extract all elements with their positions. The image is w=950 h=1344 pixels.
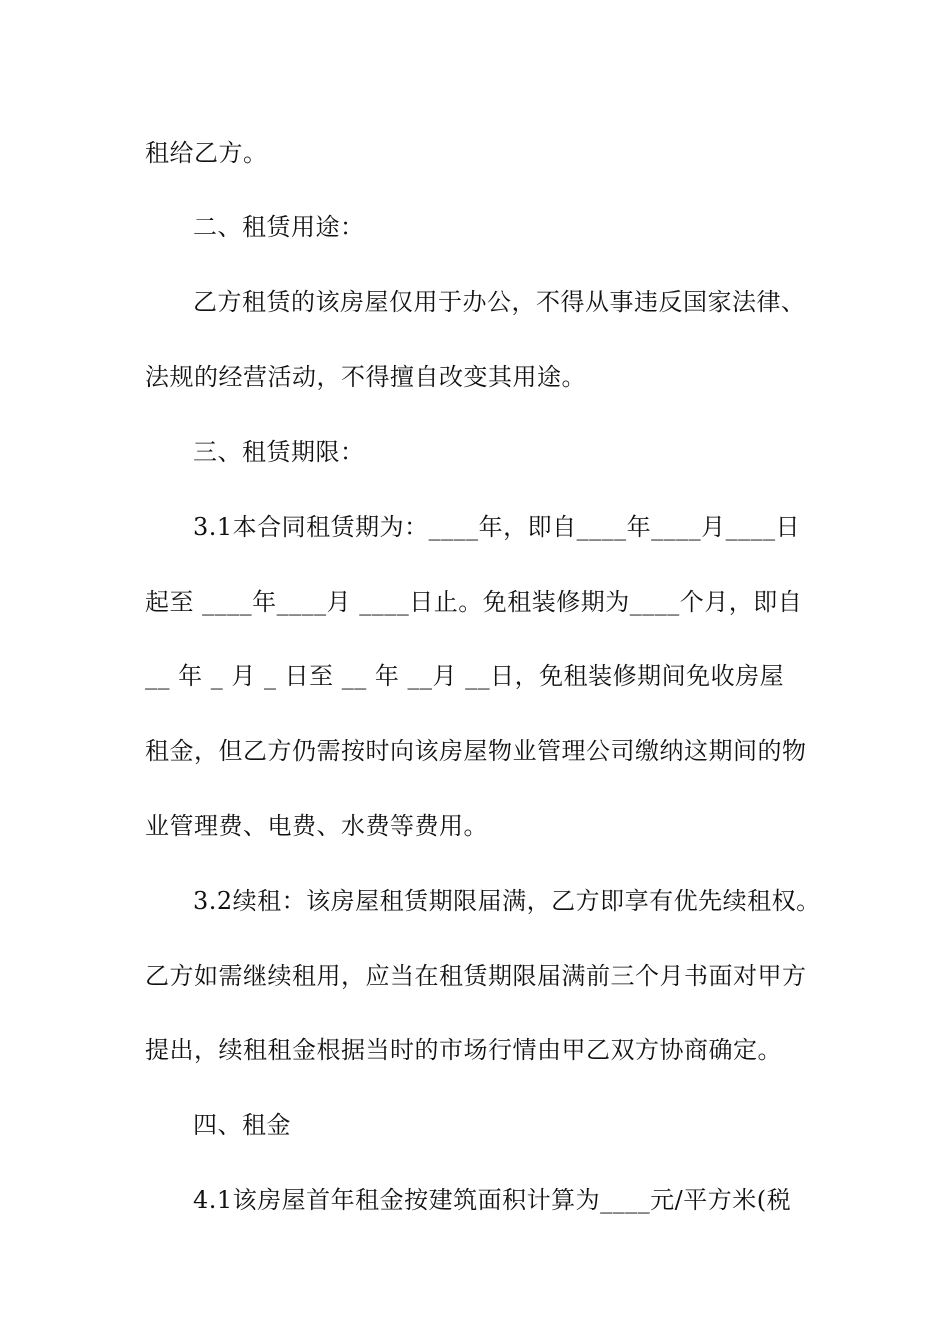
clause-4-1-line: 4.1该房屋首年租金按建筑面积计算为____元/平方米(税: [193, 1186, 792, 1214]
clause-3-1-line: 业管理费、电费、水费等费用。: [145, 812, 488, 840]
clause-3-1-line: 租金，但乙方仍需按时向该房屋物业管理公司缴纳这期间的物: [145, 737, 807, 765]
text-line-continuation: 租给乙方。: [145, 139, 268, 167]
section-heading-usage: 二、租赁用途：: [193, 213, 365, 241]
clause-3-1-line: 3.1本合同租赁期为：____年，即自____年____月____日: [193, 513, 801, 541]
section-heading-rent: 四、租金: [193, 1111, 291, 1139]
section-heading-term: 三、租赁期限：: [193, 438, 365, 466]
clause-3-2-line: 乙方如需继续租用，应当在租赁期限届满前三个月书面对甲方: [145, 962, 807, 990]
paragraph-line: 法规的经营活动，不得擅自改变其用途。: [145, 363, 586, 391]
clause-3-1-line: 起至 ____年____月 ____日止。免租装修期为____个月，即自: [145, 588, 803, 616]
paragraph-line: 乙方租赁的该房屋仅用于办公，不得从事违反国家法律、: [193, 288, 806, 316]
clause-3-1-line: __ 年 _ 月 _ 日至 __ 年 __月 __日，免租装修期间免收房屋: [145, 662, 785, 690]
clause-3-2-line: 提出，续租租金根据当时的市场行情由甲乙双方协商确定。: [145, 1036, 782, 1064]
clause-3-2-line: 3.2续租：该房屋租赁期限届满，乙方即享有优先续租权。: [193, 887, 821, 915]
